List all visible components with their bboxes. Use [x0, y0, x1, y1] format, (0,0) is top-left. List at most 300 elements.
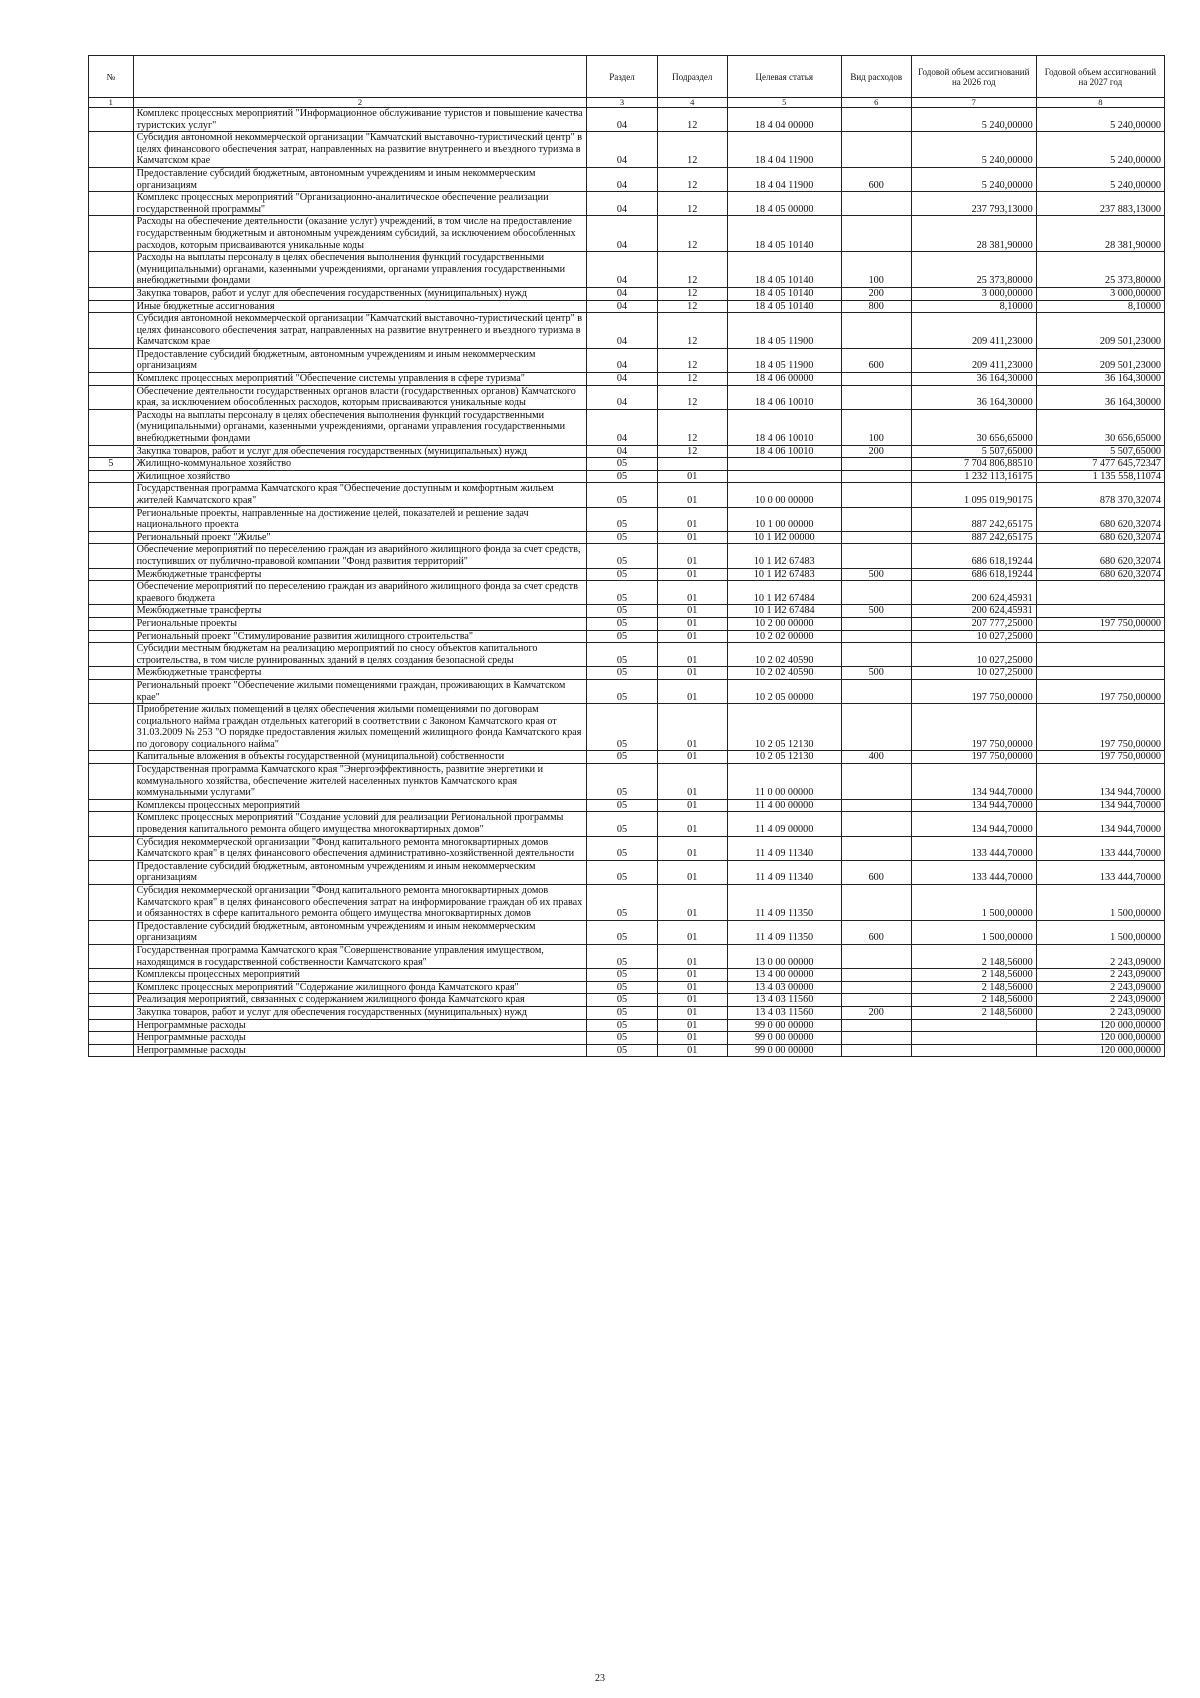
table-row — [89, 1032, 1165, 1045]
row-target-article: 99 0 00 00000 — [727, 1032, 841, 1045]
row-amount-2026: 1 500,00000 — [911, 920, 1036, 944]
row-target-article: 18 4 04 00000 — [727, 108, 841, 132]
row-number — [89, 812, 134, 836]
row-name: Жилищно-коммунальное хозяйство — [133, 458, 587, 471]
row-expense-type — [841, 544, 911, 568]
row-podrazdel: 12 — [657, 348, 727, 372]
row-podrazdel: 01 — [657, 981, 727, 994]
row-amount-2027: 680 620,32074 — [1036, 568, 1164, 581]
row-name: Комплекс процессных мероприятий "Обеспечение системы управления в сфере туризма" — [133, 373, 587, 386]
row-podrazdel: 12 — [657, 108, 727, 132]
row-podrazdel: 01 — [657, 568, 727, 581]
row-name: Региональный проект "Стимулирование развития жилищного строительства" — [133, 630, 587, 643]
row-name: Закупка товаров, работ и услуг для обеспечения государственных (муниципальных) нужд — [133, 445, 587, 458]
row-number — [89, 581, 134, 605]
column-number-row — [89, 98, 1165, 108]
row-amount-2026: 207 777,25000 — [911, 617, 1036, 630]
row-number — [89, 981, 134, 994]
table-row — [89, 373, 1165, 386]
row-amount-2027: 197 750,00000 — [1036, 751, 1164, 764]
row-number — [89, 470, 134, 483]
table-row — [89, 885, 1165, 921]
row-number — [89, 483, 134, 507]
row-number — [89, 108, 134, 132]
row-razdel: 05 — [587, 836, 657, 860]
row-expense-type: 500 — [841, 605, 911, 618]
row-razdel: 05 — [587, 605, 657, 618]
row-razdel: 05 — [587, 920, 657, 944]
row-amount-2026: 200 624,45931 — [911, 605, 1036, 618]
row-razdel: 04 — [587, 108, 657, 132]
row-name: Жилищное хозяйство — [133, 470, 587, 483]
row-number — [89, 348, 134, 372]
row-number — [89, 764, 134, 800]
table-row — [89, 568, 1165, 581]
row-razdel: 05 — [587, 581, 657, 605]
row-expense-type — [841, 373, 911, 386]
row-amount-2027: 36 164,30000 — [1036, 385, 1164, 409]
row-amount-2026: 30 656,65000 — [911, 409, 1036, 445]
row-expense-type — [841, 679, 911, 703]
table-row — [89, 458, 1165, 471]
row-amount-2027: 36 164,30000 — [1036, 373, 1164, 386]
row-podrazdel: 12 — [657, 287, 727, 300]
row-target-article: 10 1 И2 67484 — [727, 605, 841, 618]
row-amount-2026: 10 027,25000 — [911, 667, 1036, 680]
row-amount-2027: 134 944,70000 — [1036, 799, 1164, 812]
row-expense-type: 600 — [841, 920, 911, 944]
row-target-article: 18 4 05 11900 — [727, 348, 841, 372]
row-target-article: 18 4 05 00000 — [727, 192, 841, 216]
row-amount-2027: 197 750,00000 — [1036, 617, 1164, 630]
table-row — [89, 994, 1165, 1007]
row-amount-2026: 197 750,00000 — [911, 704, 1036, 751]
row-razdel: 05 — [587, 483, 657, 507]
row-razdel: 05 — [587, 630, 657, 643]
row-expense-type — [841, 192, 911, 216]
row-name: Комплексы процессных мероприятий — [133, 969, 587, 982]
row-razdel: 05 — [587, 617, 657, 630]
row-number — [89, 969, 134, 982]
table-row — [89, 704, 1165, 751]
row-razdel: 05 — [587, 1006, 657, 1019]
row-razdel: 04 — [587, 167, 657, 191]
row-expense-type — [841, 704, 911, 751]
row-name: Закупка товаров, работ и услуг для обеспечения государственных (муниципальных) нужд — [133, 287, 587, 300]
row-amount-2026 — [911, 1032, 1036, 1045]
row-razdel: 04 — [587, 192, 657, 216]
row-name: Предоставление субсидий бюджетным, автономным учреждениям и иным некоммерческим организациям — [133, 860, 587, 884]
row-expense-type — [841, 385, 911, 409]
row-podrazdel: 01 — [657, 969, 727, 982]
table-row — [89, 944, 1165, 968]
header-2026: Годовой объем ассигнований на 2026 год — [911, 56, 1036, 98]
row-amount-2027 — [1036, 605, 1164, 618]
row-podrazdel: 01 — [657, 679, 727, 703]
row-expense-type — [841, 108, 911, 132]
row-amount-2027: 680 620,32074 — [1036, 531, 1164, 544]
row-target-article: 18 4 05 10140 — [727, 287, 841, 300]
table-row — [89, 287, 1165, 300]
row-target-article: 18 4 04 11900 — [727, 132, 841, 168]
row-target-article: 10 0 00 00000 — [727, 483, 841, 507]
row-podrazdel: 01 — [657, 643, 727, 667]
row-target-article: 18 4 05 10140 — [727, 216, 841, 252]
table-row — [89, 483, 1165, 507]
row-target-article: 13 4 03 11560 — [727, 994, 841, 1007]
row-podrazdel: 12 — [657, 409, 727, 445]
row-expense-type — [841, 458, 911, 471]
row-number — [89, 1019, 134, 1032]
row-expense-type — [841, 313, 911, 349]
row-podrazdel: 01 — [657, 812, 727, 836]
row-target-article: 18 4 06 00000 — [727, 373, 841, 386]
row-number — [89, 1032, 134, 1045]
row-number — [89, 630, 134, 643]
row-amount-2027: 28 381,90000 — [1036, 216, 1164, 252]
row-name: Реализация мероприятий, связанных с содержанием жилищного фонда Камчатского края — [133, 994, 587, 1007]
row-amount-2027: 2 243,09000 — [1036, 981, 1164, 994]
header-name — [133, 56, 587, 98]
row-amount-2026: 2 148,56000 — [911, 944, 1036, 968]
row-podrazdel: 01 — [657, 1032, 727, 1045]
row-amount-2026: 5 240,00000 — [911, 108, 1036, 132]
row-name: Комплексы процессных мероприятий — [133, 799, 587, 812]
row-number — [89, 944, 134, 968]
row-amount-2026: 237 793,13000 — [911, 192, 1036, 216]
row-expense-type — [841, 132, 911, 168]
row-expense-type: 400 — [841, 751, 911, 764]
row-number — [89, 679, 134, 703]
row-podrazdel: 01 — [657, 581, 727, 605]
row-razdel: 04 — [587, 409, 657, 445]
row-razdel: 05 — [587, 812, 657, 836]
row-amount-2026: 134 944,70000 — [911, 799, 1036, 812]
row-razdel: 04 — [587, 287, 657, 300]
row-amount-2027: 2 243,09000 — [1036, 944, 1164, 968]
row-amount-2027: 2 243,09000 — [1036, 994, 1164, 1007]
row-podrazdel: 01 — [657, 617, 727, 630]
row-number — [89, 216, 134, 252]
row-razdel: 04 — [587, 348, 657, 372]
row-target-article: 13 4 03 11560 — [727, 1006, 841, 1019]
row-name: Межбюджетные трансферты — [133, 667, 587, 680]
row-expense-type — [841, 216, 911, 252]
row-number — [89, 531, 134, 544]
row-name: Закупка товаров, работ и услуг для обеспечения государственных (муниципальных) нужд — [133, 1006, 587, 1019]
row-number — [89, 667, 134, 680]
row-expense-type — [841, 981, 911, 994]
row-number — [89, 167, 134, 191]
row-target-article: 18 4 05 10140 — [727, 252, 841, 288]
row-podrazdel: 12 — [657, 313, 727, 349]
row-expense-type: 500 — [841, 568, 911, 581]
row-name: Расходы на выплаты персоналу в целях обеспечения выполнения функций государственными (муниципальными) органами, казенными учреждениями, органами управления государственными внебюджетными фондами — [133, 409, 587, 445]
row-amount-2026: 133 444,70000 — [911, 860, 1036, 884]
row-razdel: 05 — [587, 994, 657, 1007]
header-razdel: Раздел — [587, 56, 657, 98]
row-name: Приобретение жилых помещений в целях обеспечения жилыми помещениями по договорам социального найма граждан отдельных категорий в соответствии с Законом Камчатского края от 31.03.2009 № 253 "О порядке предоставления жилых помещений жилищного фонда Камчатского края по договору социального найма" — [133, 704, 587, 751]
row-number — [89, 885, 134, 921]
row-razdel: 05 — [587, 944, 657, 968]
row-amount-2026: 36 164,30000 — [911, 385, 1036, 409]
table-row — [89, 300, 1165, 313]
row-name: Обеспечение мероприятий по переселению граждан из аварийного жилищного фонда за счет средств краевого бюджета — [133, 581, 587, 605]
row-razdel: 05 — [587, 1044, 657, 1057]
row-target-article: 11 4 09 11340 — [727, 860, 841, 884]
row-name: Расходы на выплаты персоналу в целях обеспечения выполнения функций государственными (муниципальными) органами, казенными учреждениями, органами управления государственными внебюджетными фондами — [133, 252, 587, 288]
row-target-article: 10 1 И2 67483 — [727, 568, 841, 581]
row-razdel: 05 — [587, 667, 657, 680]
row-name: Комплекс процессных мероприятий "Содержание жилищного фонда Камчатского края" — [133, 981, 587, 994]
row-amount-2026: 1 500,00000 — [911, 885, 1036, 921]
row-podrazdel: 01 — [657, 470, 727, 483]
row-amount-2026: 209 411,23000 — [911, 348, 1036, 372]
row-podrazdel: 01 — [657, 860, 727, 884]
row-razdel: 05 — [587, 643, 657, 667]
table-row — [89, 409, 1165, 445]
row-number — [89, 287, 134, 300]
table-row — [89, 531, 1165, 544]
row-razdel: 05 — [587, 470, 657, 483]
table-row — [89, 643, 1165, 667]
table-row — [89, 385, 1165, 409]
row-razdel: 05 — [587, 568, 657, 581]
table-row — [89, 348, 1165, 372]
row-amount-2026: 25 373,80000 — [911, 252, 1036, 288]
row-expense-type — [841, 643, 911, 667]
row-expense-type — [841, 969, 911, 982]
row-expense-type — [841, 483, 911, 507]
row-amount-2026: 5 240,00000 — [911, 132, 1036, 168]
row-name: Предоставление субсидий бюджетным, автономным учреждениям и иным некоммерческим организациям — [133, 920, 587, 944]
row-podrazdel: 12 — [657, 132, 727, 168]
row-amount-2027 — [1036, 581, 1164, 605]
row-expense-type — [841, 1019, 911, 1032]
row-target-article: 10 1 И2 67484 — [727, 581, 841, 605]
row-name: Межбюджетные трансферты — [133, 605, 587, 618]
budget-table-sheet — [88, 55, 1165, 1057]
table-row — [89, 507, 1165, 531]
row-amount-2027: 209 501,23000 — [1036, 313, 1164, 349]
row-number — [89, 252, 134, 288]
row-podrazdel: 01 — [657, 885, 727, 921]
row-expense-type: 800 — [841, 300, 911, 313]
table-row — [89, 445, 1165, 458]
row-amount-2027: 197 750,00000 — [1036, 679, 1164, 703]
row-number — [89, 605, 134, 618]
row-target-article: 18 4 04 11900 — [727, 167, 841, 191]
row-number — [89, 192, 134, 216]
row-amount-2027: 1 135 558,11074 — [1036, 470, 1164, 483]
colnum: 2 — [133, 98, 587, 108]
row-razdel: 05 — [587, 799, 657, 812]
header-article: Целевая статья — [727, 56, 841, 98]
row-amount-2026: 7 704 806,88510 — [911, 458, 1036, 471]
header-no: № — [89, 56, 134, 98]
row-number — [89, 920, 134, 944]
colnum: 8 — [1036, 98, 1164, 108]
row-name: Предоставление субсидий бюджетным, автономным учреждениям и иным некоммерческим организациям — [133, 348, 587, 372]
colnum: 1 — [89, 98, 134, 108]
row-podrazdel: 01 — [657, 531, 727, 544]
row-podrazdel: 01 — [657, 704, 727, 751]
table-row — [89, 605, 1165, 618]
row-podrazdel: 01 — [657, 994, 727, 1007]
row-number — [89, 836, 134, 860]
row-name: Региональный проект "Обеспечение жилыми помещениями граждан, проживающих в Камчатском крае" — [133, 679, 587, 703]
table-row — [89, 860, 1165, 884]
row-podrazdel: 12 — [657, 385, 727, 409]
row-name: Обеспечение мероприятий по переселению граждан из аварийного жилищного фонда за счет средств, поступивших от публично-правовой компании "Фонд развития территорий" — [133, 544, 587, 568]
row-number — [89, 132, 134, 168]
table-row — [89, 751, 1165, 764]
row-podrazdel: 01 — [657, 1044, 727, 1057]
row-amount-2026: 10 027,25000 — [911, 643, 1036, 667]
row-name: Региональные проекты — [133, 617, 587, 630]
row-amount-2026: 2 148,56000 — [911, 994, 1036, 1007]
row-number — [89, 568, 134, 581]
row-name: Комплекс процессных мероприятий "Создание условий для реализации Региональной программы проведения капитального ремонта общего имущества многоквартирных домов" — [133, 812, 587, 836]
row-amount-2027: 5 240,00000 — [1036, 167, 1164, 191]
row-number — [89, 507, 134, 531]
table-row — [89, 470, 1165, 483]
row-amount-2027: 134 944,70000 — [1036, 764, 1164, 800]
row-amount-2027: 680 620,32074 — [1036, 507, 1164, 531]
table-row — [89, 920, 1165, 944]
row-expense-type — [841, 1044, 911, 1057]
row-podrazdel: 01 — [657, 667, 727, 680]
row-expense-type — [841, 994, 911, 1007]
header-2027: Годовой объем ассигнований на 2027 год — [1036, 56, 1164, 98]
row-name: Субсидия автономной некоммерческой организации "Камчатский выставочно-туристический центр" в целях финансового обеспечения затрат, направленных на развитие внутреннего и въездного туризма в Камчатском крае — [133, 132, 587, 168]
table-row — [89, 799, 1165, 812]
colnum: 3 — [587, 98, 657, 108]
row-razdel: 05 — [587, 764, 657, 800]
row-name: Иные бюджетные ассигнования — [133, 300, 587, 313]
row-amount-2026: 686 618,19244 — [911, 544, 1036, 568]
row-razdel: 04 — [587, 385, 657, 409]
row-amount-2026: 133 444,70000 — [911, 836, 1036, 860]
row-number: 5 — [89, 458, 134, 471]
table-row — [89, 108, 1165, 132]
row-amount-2026: 3 000,00000 — [911, 287, 1036, 300]
row-razdel: 05 — [587, 751, 657, 764]
row-razdel: 05 — [587, 969, 657, 982]
row-target-article: 10 2 00 00000 — [727, 617, 841, 630]
row-amount-2027 — [1036, 643, 1164, 667]
row-amount-2027: 2 243,09000 — [1036, 1006, 1164, 1019]
row-amount-2027: 197 750,00000 — [1036, 704, 1164, 751]
row-target-article: 11 4 09 00000 — [727, 812, 841, 836]
row-amount-2027: 1 500,00000 — [1036, 920, 1164, 944]
row-target-article — [727, 470, 841, 483]
row-amount-2026: 28 381,90000 — [911, 216, 1036, 252]
row-target-article: 10 1 00 00000 — [727, 507, 841, 531]
row-expense-type: 600 — [841, 348, 911, 372]
row-razdel: 05 — [587, 1032, 657, 1045]
row-amount-2027: 133 444,70000 — [1036, 836, 1164, 860]
row-target-article: 13 0 00 00000 — [727, 944, 841, 968]
row-target-article: 10 1 И2 00000 — [727, 531, 841, 544]
row-amount-2026: 2 148,56000 — [911, 981, 1036, 994]
page-number: 23 — [595, 1673, 605, 1684]
row-podrazdel: 01 — [657, 836, 727, 860]
row-podrazdel: 01 — [657, 944, 727, 968]
row-expense-type — [841, 812, 911, 836]
row-podrazdel: 01 — [657, 751, 727, 764]
row-podrazdel: 12 — [657, 167, 727, 191]
row-target-article: 18 4 06 10010 — [727, 385, 841, 409]
row-amount-2026: 200 624,45931 — [911, 581, 1036, 605]
row-number — [89, 300, 134, 313]
row-amount-2026: 1 095 019,90175 — [911, 483, 1036, 507]
row-name: Субсидия некоммерческой организации "Фонд капитального ремонта многоквартирных домов Камчатского края" в целях финансового обеспечения затрат на информирование граждан об их правах и обязанностях в сфере капитального ремонта общего имущества многоквартирных домов — [133, 885, 587, 921]
row-razdel: 04 — [587, 373, 657, 386]
row-amount-2027: 133 444,70000 — [1036, 860, 1164, 884]
row-razdel: 05 — [587, 679, 657, 703]
row-amount-2026: 887 242,65175 — [911, 531, 1036, 544]
row-number — [89, 445, 134, 458]
row-number — [89, 313, 134, 349]
row-amount-2026: 10 027,25000 — [911, 630, 1036, 643]
row-razdel: 04 — [587, 313, 657, 349]
row-razdel: 04 — [587, 445, 657, 458]
table-row — [89, 216, 1165, 252]
row-expense-type — [841, 885, 911, 921]
row-target-article: 18 4 05 11900 — [727, 313, 841, 349]
row-name: Региональный проект "Жилье" — [133, 531, 587, 544]
row-amount-2026: 134 944,70000 — [911, 764, 1036, 800]
row-amount-2026: 2 148,56000 — [911, 969, 1036, 982]
row-razdel: 04 — [587, 300, 657, 313]
row-target-article: 11 4 09 11340 — [727, 836, 841, 860]
row-expense-type: 600 — [841, 167, 911, 191]
row-amount-2027: 120 000,00000 — [1036, 1032, 1164, 1045]
row-amount-2027: 120 000,00000 — [1036, 1019, 1164, 1032]
row-amount-2027: 7 477 645,72347 — [1036, 458, 1164, 471]
row-amount-2026: 36 164,30000 — [911, 373, 1036, 386]
row-amount-2027: 25 373,80000 — [1036, 252, 1164, 288]
row-target-article: 11 4 00 00000 — [727, 799, 841, 812]
row-amount-2026: 887 242,65175 — [911, 507, 1036, 531]
row-expense-type — [841, 799, 911, 812]
table-row — [89, 679, 1165, 703]
row-number — [89, 373, 134, 386]
row-target-article: 10 1 И2 67483 — [727, 544, 841, 568]
row-expense-type — [841, 764, 911, 800]
table-row — [89, 544, 1165, 568]
row-number — [89, 617, 134, 630]
row-razdel: 05 — [587, 885, 657, 921]
row-amount-2026: 209 411,23000 — [911, 313, 1036, 349]
row-target-article: 18 4 06 10010 — [727, 445, 841, 458]
row-razdel: 05 — [587, 981, 657, 994]
row-podrazdel: 01 — [657, 544, 727, 568]
row-podrazdel: 01 — [657, 507, 727, 531]
budget-table — [88, 55, 1165, 1057]
row-amount-2027: 30 656,65000 — [1036, 409, 1164, 445]
table-row — [89, 617, 1165, 630]
row-expense-type: 500 — [841, 667, 911, 680]
row-name: Субсидия автономной некоммерческой организации "Камчатский выставочно-туристический центр" в целях финансового обеспечения затрат, направленных на развитие внутреннего и въездного туризма в Камчатском крае — [133, 313, 587, 349]
row-amount-2027: 5 507,65000 — [1036, 445, 1164, 458]
row-amount-2026: 5 507,65000 — [911, 445, 1036, 458]
row-name: Межбюджетные трансферты — [133, 568, 587, 581]
row-expense-type — [841, 507, 911, 531]
row-amount-2026: 197 750,00000 — [911, 679, 1036, 703]
row-name: Капитальные вложения в объекты государственной (муниципальной) собственности — [133, 751, 587, 764]
